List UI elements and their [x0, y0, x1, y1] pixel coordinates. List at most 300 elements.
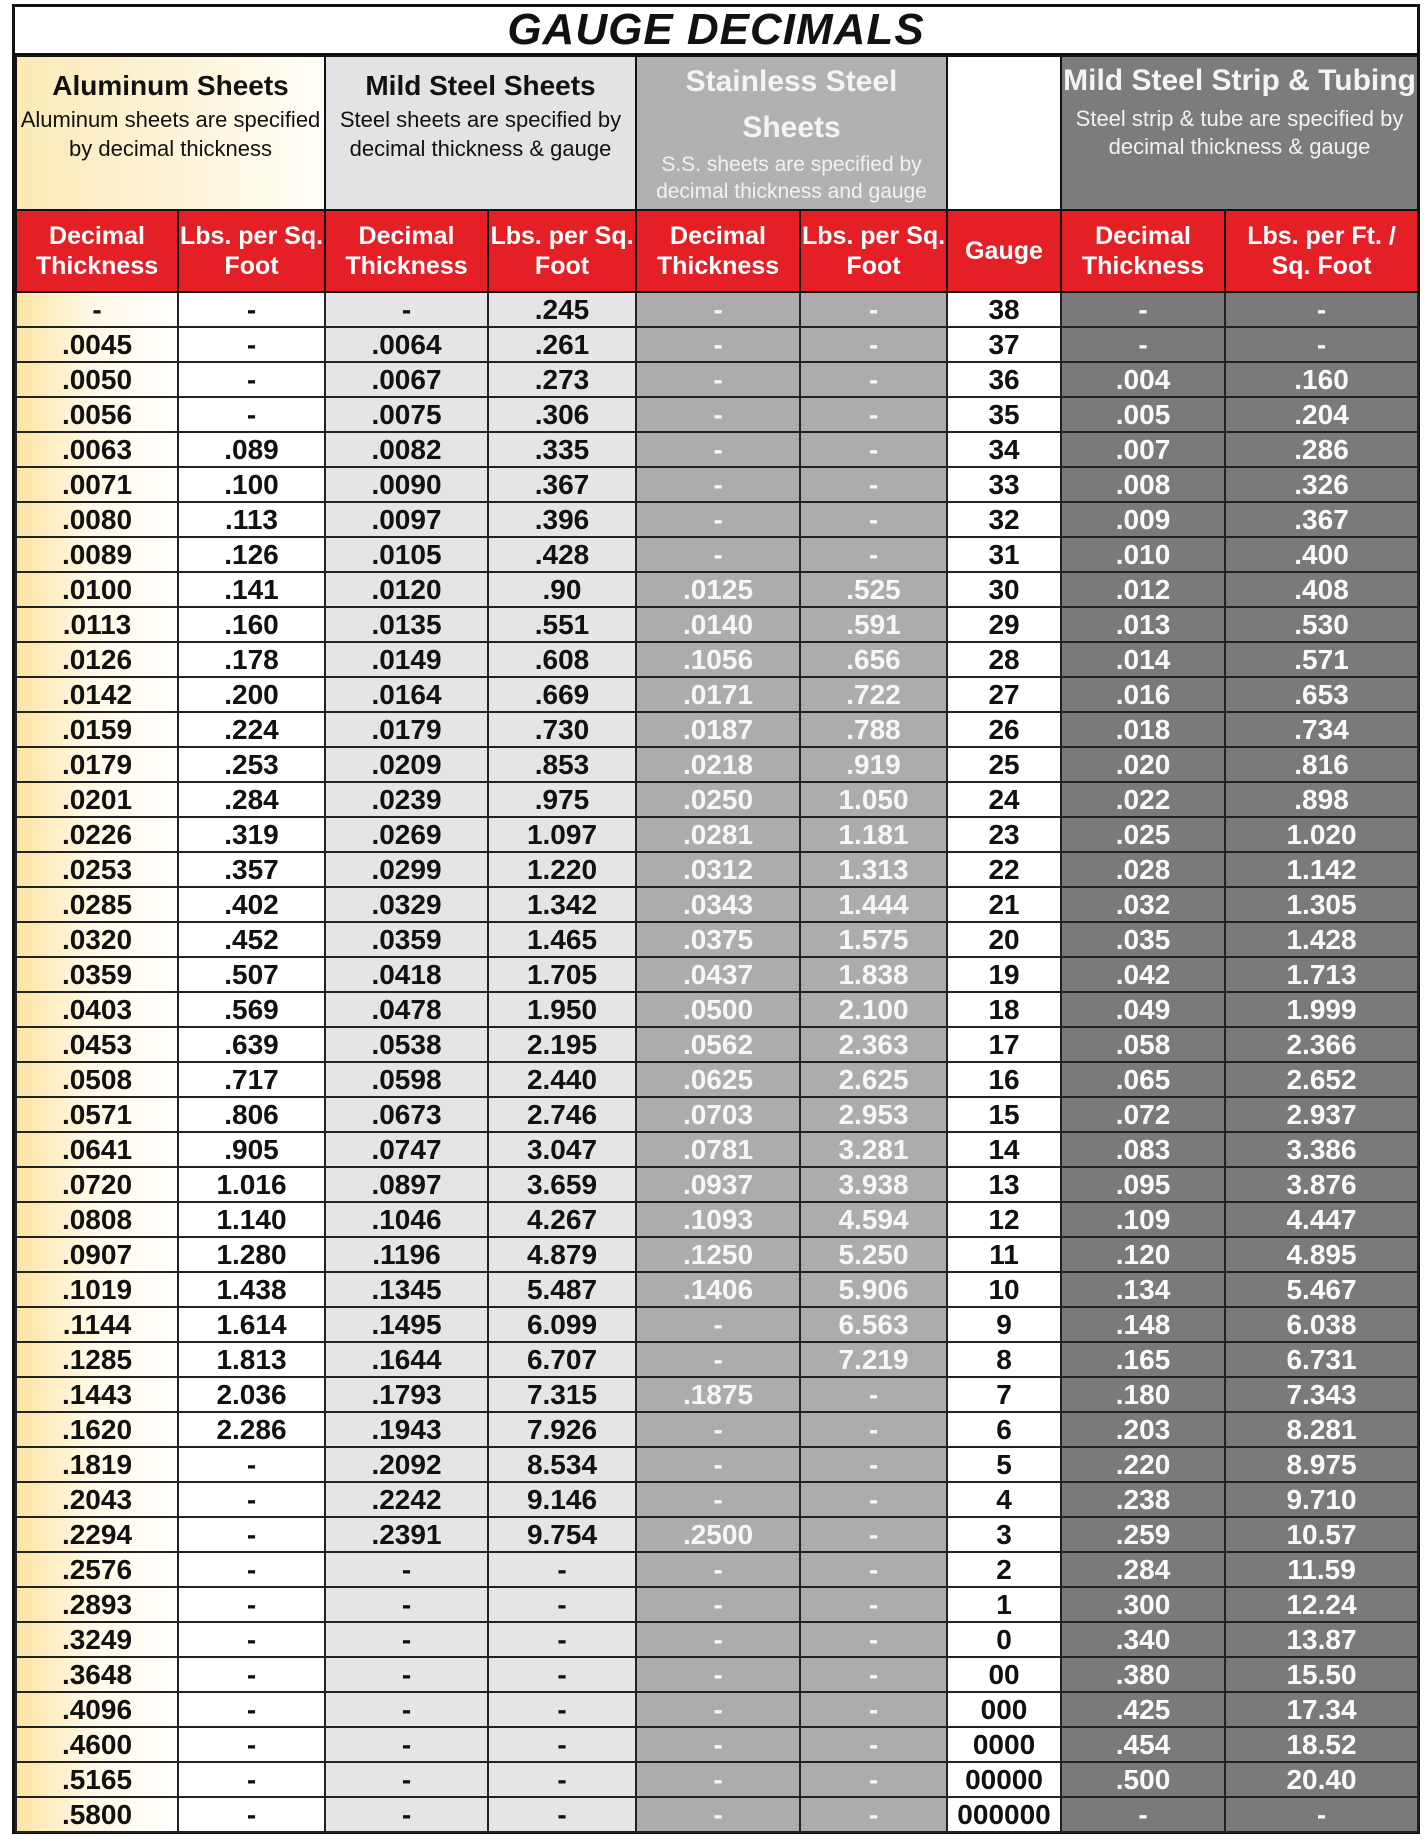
cell-ss-thickness: -: [636, 1307, 800, 1342]
cell-al-weight: .905: [178, 1132, 325, 1167]
cell-ss-thickness: -: [636, 1482, 800, 1517]
cell-ss-weight: -: [800, 1447, 947, 1482]
table-row: [16, 642, 1418, 677]
table-row: [16, 292, 1418, 327]
cell-al-thickness: .0089: [16, 537, 178, 572]
section-description: Steel sheets are specified by decimal thickness & gauge: [339, 107, 622, 161]
cell-al-weight: .089: [178, 432, 325, 467]
table-row: [16, 432, 1418, 467]
cell-gauge: 17: [947, 1027, 1061, 1062]
cell-ss-weight: -: [800, 1727, 947, 1762]
section-title: Aluminum Sheets: [52, 70, 289, 101]
cell-ss-thickness: -: [636, 502, 800, 537]
cell-ms-thickness: .0329: [325, 887, 488, 922]
cell-al-weight: .113: [178, 502, 325, 537]
cell-ms-weight: .853: [488, 747, 636, 782]
cell-strip-thickness: .095: [1061, 1167, 1225, 1202]
cell-strip-weight: 1.428: [1225, 922, 1418, 957]
table-row: [16, 922, 1418, 957]
cell-al-weight: .569: [178, 992, 325, 1027]
cell-ms-weight: .669: [488, 677, 636, 712]
table-row: [16, 1237, 1418, 1272]
cell-strip-thickness: .032: [1061, 887, 1225, 922]
cell-strip-weight: 4.447: [1225, 1202, 1418, 1237]
cell-strip-thickness: .042: [1061, 957, 1225, 992]
cell-ms-thickness: .0149: [325, 642, 488, 677]
cell-ms-thickness: .0064: [325, 327, 488, 362]
cell-gauge: 13: [947, 1167, 1061, 1202]
cell-strip-weight: 12.24: [1225, 1587, 1418, 1622]
cell-strip-weight: 10.57: [1225, 1517, 1418, 1552]
cell-strip-weight: .400: [1225, 537, 1418, 572]
cell-al-weight: -: [178, 1657, 325, 1692]
cell-gauge: 8: [947, 1342, 1061, 1377]
cell-ss-thickness: -: [636, 362, 800, 397]
cell-al-weight: -: [178, 327, 325, 362]
cell-ss-thickness: .1406: [636, 1272, 800, 1307]
cell-gauge: 6: [947, 1412, 1061, 1447]
section-title: Mild Steel Sheets: [365, 70, 596, 101]
table-row: [16, 887, 1418, 922]
cell-al-thickness: .2576: [16, 1552, 178, 1587]
table-row: [16, 1482, 1418, 1517]
cell-ms-weight: 7.315: [488, 1377, 636, 1412]
cell-strip-thickness: .025: [1061, 817, 1225, 852]
cell-gauge: 33: [947, 467, 1061, 502]
cell-ms-weight: 3.659: [488, 1167, 636, 1202]
cell-ms-weight: 1.097: [488, 817, 636, 852]
cell-ms-weight: 1.705: [488, 957, 636, 992]
cell-ss-weight: -: [800, 1657, 947, 1692]
cell-al-weight: .639: [178, 1027, 325, 1062]
cell-al-thickness: .1443: [16, 1377, 178, 1412]
table-row: [16, 1657, 1418, 1692]
cell-ss-thickness: -: [636, 1412, 800, 1447]
cell-strip-thickness: .004: [1061, 362, 1225, 397]
cell-ss-thickness: .1056: [636, 642, 800, 677]
section-header-row: [16, 56, 1418, 210]
cell-strip-thickness: .284: [1061, 1552, 1225, 1587]
table-row: [16, 782, 1418, 817]
cell-strip-thickness: .013: [1061, 607, 1225, 642]
cell-strip-thickness: .007: [1061, 432, 1225, 467]
cell-al-thickness: .1819: [16, 1447, 178, 1482]
cell-ss-thickness: .0171: [636, 677, 800, 712]
cell-ms-thickness: .0897: [325, 1167, 488, 1202]
cell-ss-thickness: -: [636, 537, 800, 572]
col-header-strip-thickness: Decimal Thickness: [1061, 210, 1225, 292]
cell-al-thickness: .0100: [16, 572, 178, 607]
cell-ms-weight: .730: [488, 712, 636, 747]
cell-al-weight: -: [178, 1587, 325, 1622]
cell-gauge: 25: [947, 747, 1061, 782]
cell-al-thickness: .0126: [16, 642, 178, 677]
cell-al-weight: -: [178, 1692, 325, 1727]
cell-al-thickness: .0080: [16, 502, 178, 537]
table-row: [16, 1797, 1418, 1832]
cell-strip-weight: 15.50: [1225, 1657, 1418, 1692]
cell-gauge: 11: [947, 1237, 1061, 1272]
cell-al-thickness: .2294: [16, 1517, 178, 1552]
cell-ss-weight: -: [800, 1412, 947, 1447]
table-row: [16, 397, 1418, 432]
cell-ms-weight: .551: [488, 607, 636, 642]
cell-al-thickness: .0179: [16, 747, 178, 782]
cell-ms-weight: 6.099: [488, 1307, 636, 1342]
cell-al-thickness: .0320: [16, 922, 178, 957]
cell-al-thickness: .5165: [16, 1762, 178, 1797]
cell-al-weight: .200: [178, 677, 325, 712]
cell-ss-thickness: .0500: [636, 992, 800, 1027]
cell-strip-weight: 8.975: [1225, 1447, 1418, 1482]
cell-ms-thickness: .0082: [325, 432, 488, 467]
table-row: [16, 1727, 1418, 1762]
cell-al-thickness: .0142: [16, 677, 178, 712]
cell-al-weight: .452: [178, 922, 325, 957]
table-row: [16, 1062, 1418, 1097]
cell-ss-thickness: .2500: [636, 1517, 800, 1552]
cell-strip-weight: -: [1225, 1797, 1418, 1832]
cell-ms-thickness: .2092: [325, 1447, 488, 1482]
cell-gauge: 18: [947, 992, 1061, 1027]
cell-ss-thickness: .1875: [636, 1377, 800, 1412]
table-row: [16, 957, 1418, 992]
cell-gauge: 12: [947, 1202, 1061, 1237]
cell-al-thickness: .3249: [16, 1622, 178, 1657]
table-row: [16, 1307, 1418, 1342]
cell-ms-thickness: .0105: [325, 537, 488, 572]
cell-al-thickness: .2893: [16, 1587, 178, 1622]
cell-ms-weight: 3.047: [488, 1132, 636, 1167]
cell-strip-thickness: .083: [1061, 1132, 1225, 1167]
cell-al-weight: 1.614: [178, 1307, 325, 1342]
cell-gauge: 10: [947, 1272, 1061, 1307]
cell-al-thickness: -: [16, 292, 178, 327]
section-description: S.S. sheets are specified by decimal thickness and gauge: [656, 153, 927, 203]
cell-gauge: 15: [947, 1097, 1061, 1132]
cell-al-weight: 1.438: [178, 1272, 325, 1307]
cell-ss-weight: -: [800, 1692, 947, 1727]
cell-al-thickness: .1620: [16, 1412, 178, 1447]
cell-ss-weight: -: [800, 1517, 947, 1552]
cell-gauge: 3: [947, 1517, 1061, 1552]
cell-strip-thickness: .058: [1061, 1027, 1225, 1062]
cell-gauge: 29: [947, 607, 1061, 642]
cell-ms-weight: .396: [488, 502, 636, 537]
cell-ss-thickness: -: [636, 467, 800, 502]
cell-strip-weight: .326: [1225, 467, 1418, 502]
cell-ss-thickness: .0781: [636, 1132, 800, 1167]
cell-ms-thickness: .0209: [325, 747, 488, 782]
cell-ss-thickness: .0937: [636, 1167, 800, 1202]
cell-ss-weight: 1.444: [800, 887, 947, 922]
cell-gauge: 1: [947, 1587, 1061, 1622]
col-header-al-thickness: Decimal Thickness: [16, 210, 178, 292]
cell-gauge: 32: [947, 502, 1061, 537]
cell-strip-thickness: .203: [1061, 1412, 1225, 1447]
cell-strip-weight: .286: [1225, 432, 1418, 467]
section-description: Steel strip & tube are specified by decimal thickness & gauge: [1075, 106, 1404, 159]
cell-al-thickness: .4096: [16, 1692, 178, 1727]
table-row: [16, 607, 1418, 642]
cell-ms-thickness: .0359: [325, 922, 488, 957]
cell-strip-thickness: .259: [1061, 1517, 1225, 1552]
cell-ss-weight: 1.838: [800, 957, 947, 992]
cell-strip-thickness: .008: [1061, 467, 1225, 502]
cell-strip-thickness: .005: [1061, 397, 1225, 432]
cell-gauge: 000000: [947, 1797, 1061, 1832]
cell-ms-weight: 1.342: [488, 887, 636, 922]
cell-al-thickness: .3648: [16, 1657, 178, 1692]
section-stainless-steel: [636, 56, 947, 210]
cell-ss-weight: 6.563: [800, 1307, 947, 1342]
cell-strip-weight: .367: [1225, 502, 1418, 537]
cell-ss-weight: -: [800, 537, 947, 572]
cell-gauge: 9: [947, 1307, 1061, 1342]
cell-strip-weight: 11.59: [1225, 1552, 1418, 1587]
cell-gauge: 24: [947, 782, 1061, 817]
cell-al-thickness: .0201: [16, 782, 178, 817]
cell-al-weight: -: [178, 1517, 325, 1552]
cell-al-thickness: .0808: [16, 1202, 178, 1237]
cell-ms-thickness: .0090: [325, 467, 488, 502]
cell-ss-thickness: .0218: [636, 747, 800, 782]
cell-ss-thickness: .0125: [636, 572, 800, 607]
cell-strip-weight: 2.937: [1225, 1097, 1418, 1132]
cell-ss-weight: -: [800, 502, 947, 537]
cell-al-thickness: .0113: [16, 607, 178, 642]
section-aluminum: [16, 56, 325, 210]
cell-ss-thickness: -: [636, 397, 800, 432]
cell-ms-weight: 9.146: [488, 1482, 636, 1517]
cell-ms-weight: 1.950: [488, 992, 636, 1027]
cell-ss-weight: 3.938: [800, 1167, 947, 1202]
cell-ms-weight: .273: [488, 362, 636, 397]
cell-al-weight: 1.140: [178, 1202, 325, 1237]
cell-strip-weight: .160: [1225, 362, 1418, 397]
cell-strip-weight: 2.366: [1225, 1027, 1418, 1062]
cell-al-thickness: .5800: [16, 1797, 178, 1832]
col-header-ss-thickness: Decimal Thickness: [636, 210, 800, 292]
cell-ms-thickness: .2242: [325, 1482, 488, 1517]
section-description: Aluminum sheets are specified by decimal thickness: [20, 107, 321, 161]
cell-ms-weight: 2.746: [488, 1097, 636, 1132]
cell-ms-thickness: .0120: [325, 572, 488, 607]
cell-ss-thickness: .0703: [636, 1097, 800, 1132]
cell-strip-weight: -: [1225, 292, 1418, 327]
cell-ms-weight: .245: [488, 292, 636, 327]
cell-ss-thickness: .0625: [636, 1062, 800, 1097]
cell-ms-weight: 4.267: [488, 1202, 636, 1237]
cell-ms-weight: .428: [488, 537, 636, 572]
cell-ms-weight: -: [488, 1622, 636, 1657]
chart-title: GAUGE DECIMALS: [15, 7, 1417, 55]
cell-ms-weight: 8.534: [488, 1447, 636, 1482]
cell-ss-weight: .788: [800, 712, 947, 747]
table-row: [16, 992, 1418, 1027]
cell-ss-weight: -: [800, 432, 947, 467]
cell-al-thickness: .0907: [16, 1237, 178, 1272]
cell-ss-thickness: .0562: [636, 1027, 800, 1062]
cell-strip-thickness: .134: [1061, 1272, 1225, 1307]
cell-strip-weight: 17.34: [1225, 1692, 1418, 1727]
col-header-ms-thickness: Decimal Thickness: [325, 210, 488, 292]
cell-ss-thickness: -: [636, 432, 800, 467]
cell-al-thickness: .0453: [16, 1027, 178, 1062]
cell-ms-weight: -: [488, 1657, 636, 1692]
cell-gauge: 26: [947, 712, 1061, 747]
cell-ss-weight: 2.363: [800, 1027, 947, 1062]
cell-ms-thickness: .0075: [325, 397, 488, 432]
cell-al-thickness: .0050: [16, 362, 178, 397]
cell-gauge: 23: [947, 817, 1061, 852]
cell-ss-weight: 1.313: [800, 852, 947, 887]
cell-strip-weight: 1.713: [1225, 957, 1418, 992]
cell-strip-thickness: .300: [1061, 1587, 1225, 1622]
cell-ss-weight: 7.219: [800, 1342, 947, 1377]
cell-ss-weight: .722: [800, 677, 947, 712]
cell-strip-weight: 1.305: [1225, 887, 1418, 922]
cell-ss-weight: -: [800, 1797, 947, 1832]
cell-strip-thickness: .049: [1061, 992, 1225, 1027]
cell-strip-thickness: .180: [1061, 1377, 1225, 1412]
cell-al-weight: -: [178, 1552, 325, 1587]
cell-ss-thickness: -: [636, 1797, 800, 1832]
cell-al-weight: -: [178, 1727, 325, 1762]
cell-al-weight: .507: [178, 957, 325, 992]
cell-gauge: 37: [947, 327, 1061, 362]
cell-al-thickness: .0285: [16, 887, 178, 922]
cell-strip-weight: 1.999: [1225, 992, 1418, 1027]
cell-ms-weight: .367: [488, 467, 636, 502]
cell-strip-weight: 3.876: [1225, 1167, 1418, 1202]
cell-strip-thickness: .220: [1061, 1447, 1225, 1482]
cell-ms-thickness: .1046: [325, 1202, 488, 1237]
cell-ss-thickness: -: [636, 327, 800, 362]
cell-ss-thickness: -: [636, 1342, 800, 1377]
cell-strip-thickness: .380: [1061, 1657, 1225, 1692]
cell-ss-weight: 4.594: [800, 1202, 947, 1237]
cell-ss-thickness: .0312: [636, 852, 800, 887]
table-row: [16, 1097, 1418, 1132]
cell-al-thickness: .4600: [16, 1727, 178, 1762]
cell-ss-weight: -: [800, 1587, 947, 1622]
cell-ms-thickness: .0097: [325, 502, 488, 537]
cell-ss-thickness: -: [636, 1622, 800, 1657]
cell-al-weight: .141: [178, 572, 325, 607]
cell-al-weight: 2.286: [178, 1412, 325, 1447]
cell-ms-weight: 6.707: [488, 1342, 636, 1377]
cell-al-thickness: .0071: [16, 467, 178, 502]
cell-gauge: 4: [947, 1482, 1061, 1517]
cell-ss-weight: 5.906: [800, 1272, 947, 1307]
cell-al-weight: .357: [178, 852, 325, 887]
cell-ms-thickness: -: [325, 1622, 488, 1657]
cell-ms-thickness: .0135: [325, 607, 488, 642]
cell-strip-weight: .530: [1225, 607, 1418, 642]
cell-ms-thickness: .0747: [325, 1132, 488, 1167]
cell-strip-thickness: .018: [1061, 712, 1225, 747]
cell-ss-weight: -: [800, 1552, 947, 1587]
cell-ss-weight: -: [800, 362, 947, 397]
cell-ms-thickness: -: [325, 1692, 488, 1727]
cell-strip-weight: .408: [1225, 572, 1418, 607]
cell-gauge: 19: [947, 957, 1061, 992]
cell-gauge: 27: [947, 677, 1061, 712]
table-row: [16, 1202, 1418, 1237]
cell-ms-weight: 7.926: [488, 1412, 636, 1447]
cell-ss-weight: 3.281: [800, 1132, 947, 1167]
cell-ms-thickness: .0239: [325, 782, 488, 817]
cell-ss-thickness: .0187: [636, 712, 800, 747]
cell-ms-thickness: -: [325, 292, 488, 327]
cell-strip-weight: 7.343: [1225, 1377, 1418, 1412]
cell-strip-thickness: .035: [1061, 922, 1225, 957]
cell-ms-thickness: -: [325, 1727, 488, 1762]
cell-strip-weight: .816: [1225, 747, 1418, 782]
cell-ss-thickness: -: [636, 292, 800, 327]
table-row: [16, 747, 1418, 782]
cell-ms-weight: .335: [488, 432, 636, 467]
cell-al-thickness: .0720: [16, 1167, 178, 1202]
cell-al-weight: .160: [178, 607, 325, 642]
cell-strip-thickness: .425: [1061, 1692, 1225, 1727]
cell-ss-weight: 1.575: [800, 922, 947, 957]
cell-ms-thickness: .0478: [325, 992, 488, 1027]
table-row: [16, 1377, 1418, 1412]
col-header-gauge: Gauge: [947, 210, 1061, 292]
cell-al-thickness: .0253: [16, 852, 178, 887]
cell-ms-weight: -: [488, 1552, 636, 1587]
cell-ms-weight: 4.879: [488, 1237, 636, 1272]
cell-al-weight: -: [178, 362, 325, 397]
cell-al-thickness: .0641: [16, 1132, 178, 1167]
cell-al-weight: .100: [178, 467, 325, 502]
cell-ss-thickness: .0250: [636, 782, 800, 817]
cell-al-weight: -: [178, 292, 325, 327]
section-title: Stainless Steel Sheets: [685, 65, 898, 144]
cell-ss-weight: .919: [800, 747, 947, 782]
table-row: [16, 1132, 1418, 1167]
gauge-table: [15, 55, 1419, 1833]
cell-al-weight: -: [178, 1447, 325, 1482]
table-row: [16, 1167, 1418, 1202]
cell-al-weight: -: [178, 397, 325, 432]
cell-ss-weight: 5.250: [800, 1237, 947, 1272]
cell-strip-weight: .571: [1225, 642, 1418, 677]
cell-ss-thickness: -: [636, 1657, 800, 1692]
cell-ss-thickness: .0375: [636, 922, 800, 957]
cell-al-weight: 2.036: [178, 1377, 325, 1412]
cell-strip-thickness: -: [1061, 1797, 1225, 1832]
cell-ss-weight: -: [800, 1377, 947, 1412]
cell-al-thickness: .0571: [16, 1097, 178, 1132]
cell-ms-weight: -: [488, 1797, 636, 1832]
cell-al-thickness: .1285: [16, 1342, 178, 1377]
cell-gauge: 31: [947, 537, 1061, 572]
table-row: [16, 852, 1418, 887]
cell-strip-weight: .204: [1225, 397, 1418, 432]
cell-ms-weight: -: [488, 1762, 636, 1797]
cell-al-weight: -: [178, 1482, 325, 1517]
cell-ms-thickness: .0598: [325, 1062, 488, 1097]
cell-strip-weight: 3.386: [1225, 1132, 1418, 1167]
cell-strip-weight: .734: [1225, 712, 1418, 747]
cell-ss-thickness: .0140: [636, 607, 800, 642]
cell-ms-thickness: .0179: [325, 712, 488, 747]
cell-gauge: 35: [947, 397, 1061, 432]
cell-gauge: 14: [947, 1132, 1061, 1167]
